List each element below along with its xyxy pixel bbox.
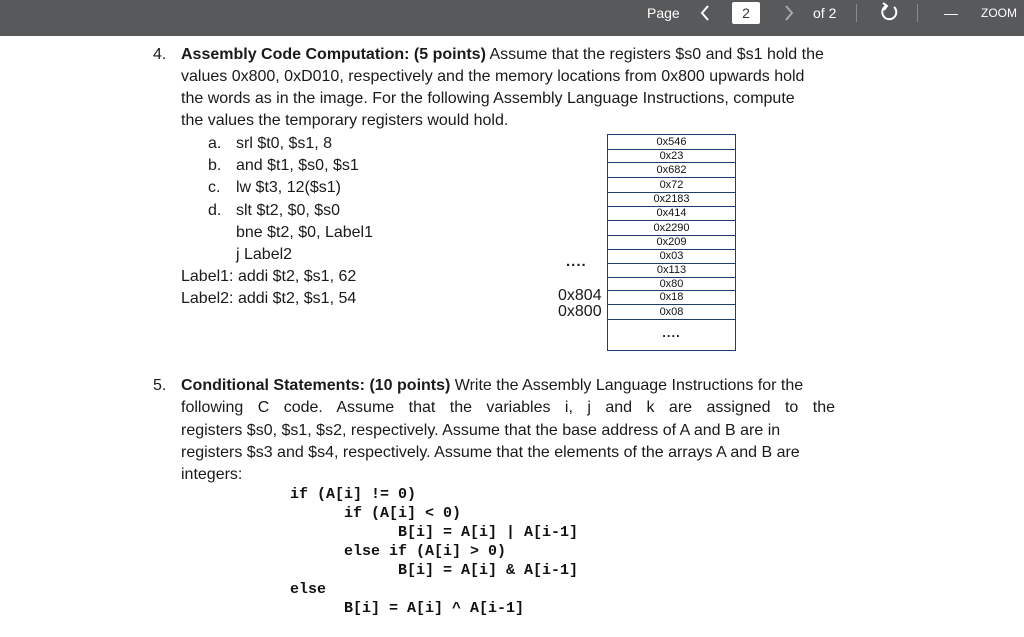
page-count: of 2 [813, 5, 837, 21]
memory-cell: 0x08 [608, 305, 735, 320]
item-a: srl $t0, $s1, 8 [236, 135, 333, 152]
memory-cell: 0x80 [608, 278, 735, 291]
next-page-button[interactable] [782, 0, 800, 36]
label1-line: Label1: addi $t2, $s1, 62 [181, 268, 357, 285]
prev-page-button[interactable] [698, 0, 716, 36]
memory-cell: 0x209 [608, 236, 735, 250]
q4-line1 [181, 44, 824, 66]
address-0x800: 0x800 [558, 303, 602, 320]
address-0x804: 0x804 [558, 287, 602, 304]
code-line: if (A[i] < 0) [344, 505, 462, 522]
label2-line: Label2: addi $t2, $s1, 54 [181, 290, 357, 307]
q5-text-1: Write the Assembly Language Instructions for the [450, 377, 804, 394]
page-label: Page [647, 5, 680, 21]
code-line: else [290, 581, 327, 598]
item-marker-c: c. [208, 179, 221, 196]
memory-cell: 0x414 [608, 207, 735, 221]
item-d-cont-1: bne $t2, $0, Label1 [236, 224, 374, 241]
page-number-input[interactable]: 2 [732, 2, 760, 24]
zoom-button[interactable]: ZOOM [981, 6, 1017, 20]
memory-cell: 0x18 [608, 291, 735, 305]
q5-text-3: registers $s0, $s1, $s2, respectively. Assume that the base address of A and B are in [181, 422, 781, 439]
memory-dots-left: .... [566, 253, 587, 270]
q5-line1 [181, 375, 803, 397]
pdf-toolbar [0, 0, 1024, 36]
refresh-button[interactable] [878, 0, 902, 36]
document-page [0, 36, 1024, 637]
memory-cell: 0x23 [608, 150, 735, 163]
code-line: if (A[i] != 0) [290, 486, 417, 503]
item-c: lw $t3, 12($s1) [236, 179, 341, 196]
q4-text-4: the values the temporary registers would hold. [181, 112, 509, 129]
memory-dots-bottom: .... [662, 325, 681, 340]
q5-text-4: registers $s3 and $s4, respectively. Assume that the elements of the arrays A and B are [181, 444, 800, 461]
item-d: slt $t2, $0, $s0 [236, 202, 341, 219]
memory-cell: 0x682 [608, 163, 735, 178]
q4-text-1: Assume that the registers $s0 and $s1 hold the [485, 46, 824, 63]
code-line: else if (A[i] > 0) [344, 543, 507, 560]
zoom-out-button[interactable]: — [944, 5, 958, 21]
memory-table [607, 134, 736, 351]
q4-number: 4. [153, 46, 167, 63]
memory-cell: 0x113 [608, 264, 735, 278]
item-marker-d: d. [208, 202, 222, 219]
q5-number: 5. [153, 377, 167, 394]
item-b: and $t1, $s0, $s1 [236, 157, 359, 174]
q5-text-5: integers: [181, 466, 243, 483]
memory-cell: 0x72 [608, 178, 735, 193]
memory-cell: 0x546 [608, 135, 735, 150]
code-line: B[i] = A[i] ^ A[i-1] [344, 600, 525, 617]
chevron-right-icon [782, 0, 796, 26]
item-marker-b: b. [208, 157, 222, 174]
toolbar-divider [856, 4, 857, 22]
q5-text-2: following C code. Assume that the variables i, j and k are assigned to the [181, 399, 835, 416]
code-line: B[i] = A[i] | A[i-1] [398, 524, 579, 541]
q4-text-3: the words as in the image. For the following Assembly Language Instructions, compute [181, 90, 795, 107]
q4-text-2: values 0x800, 0xD010, respectively and the memory locations from 0x800 upwards hold [181, 68, 805, 85]
q4-title: Assembly Code Computation: (5 points) [181, 46, 486, 63]
refresh-icon [878, 0, 900, 26]
q5-title: Conditional Statements: (10 points) [181, 377, 451, 394]
code-line: B[i] = A[i] & A[i-1] [398, 562, 579, 579]
memory-cell: 0x03 [608, 250, 735, 264]
memory-cell: 0x2290 [608, 221, 735, 236]
item-d-cont-2: j Label2 [236, 246, 293, 263]
toolbar-divider [917, 4, 918, 22]
item-marker-a: a. [208, 135, 222, 152]
chevron-left-icon [698, 0, 712, 26]
memory-cell: 0x2183 [608, 193, 735, 207]
